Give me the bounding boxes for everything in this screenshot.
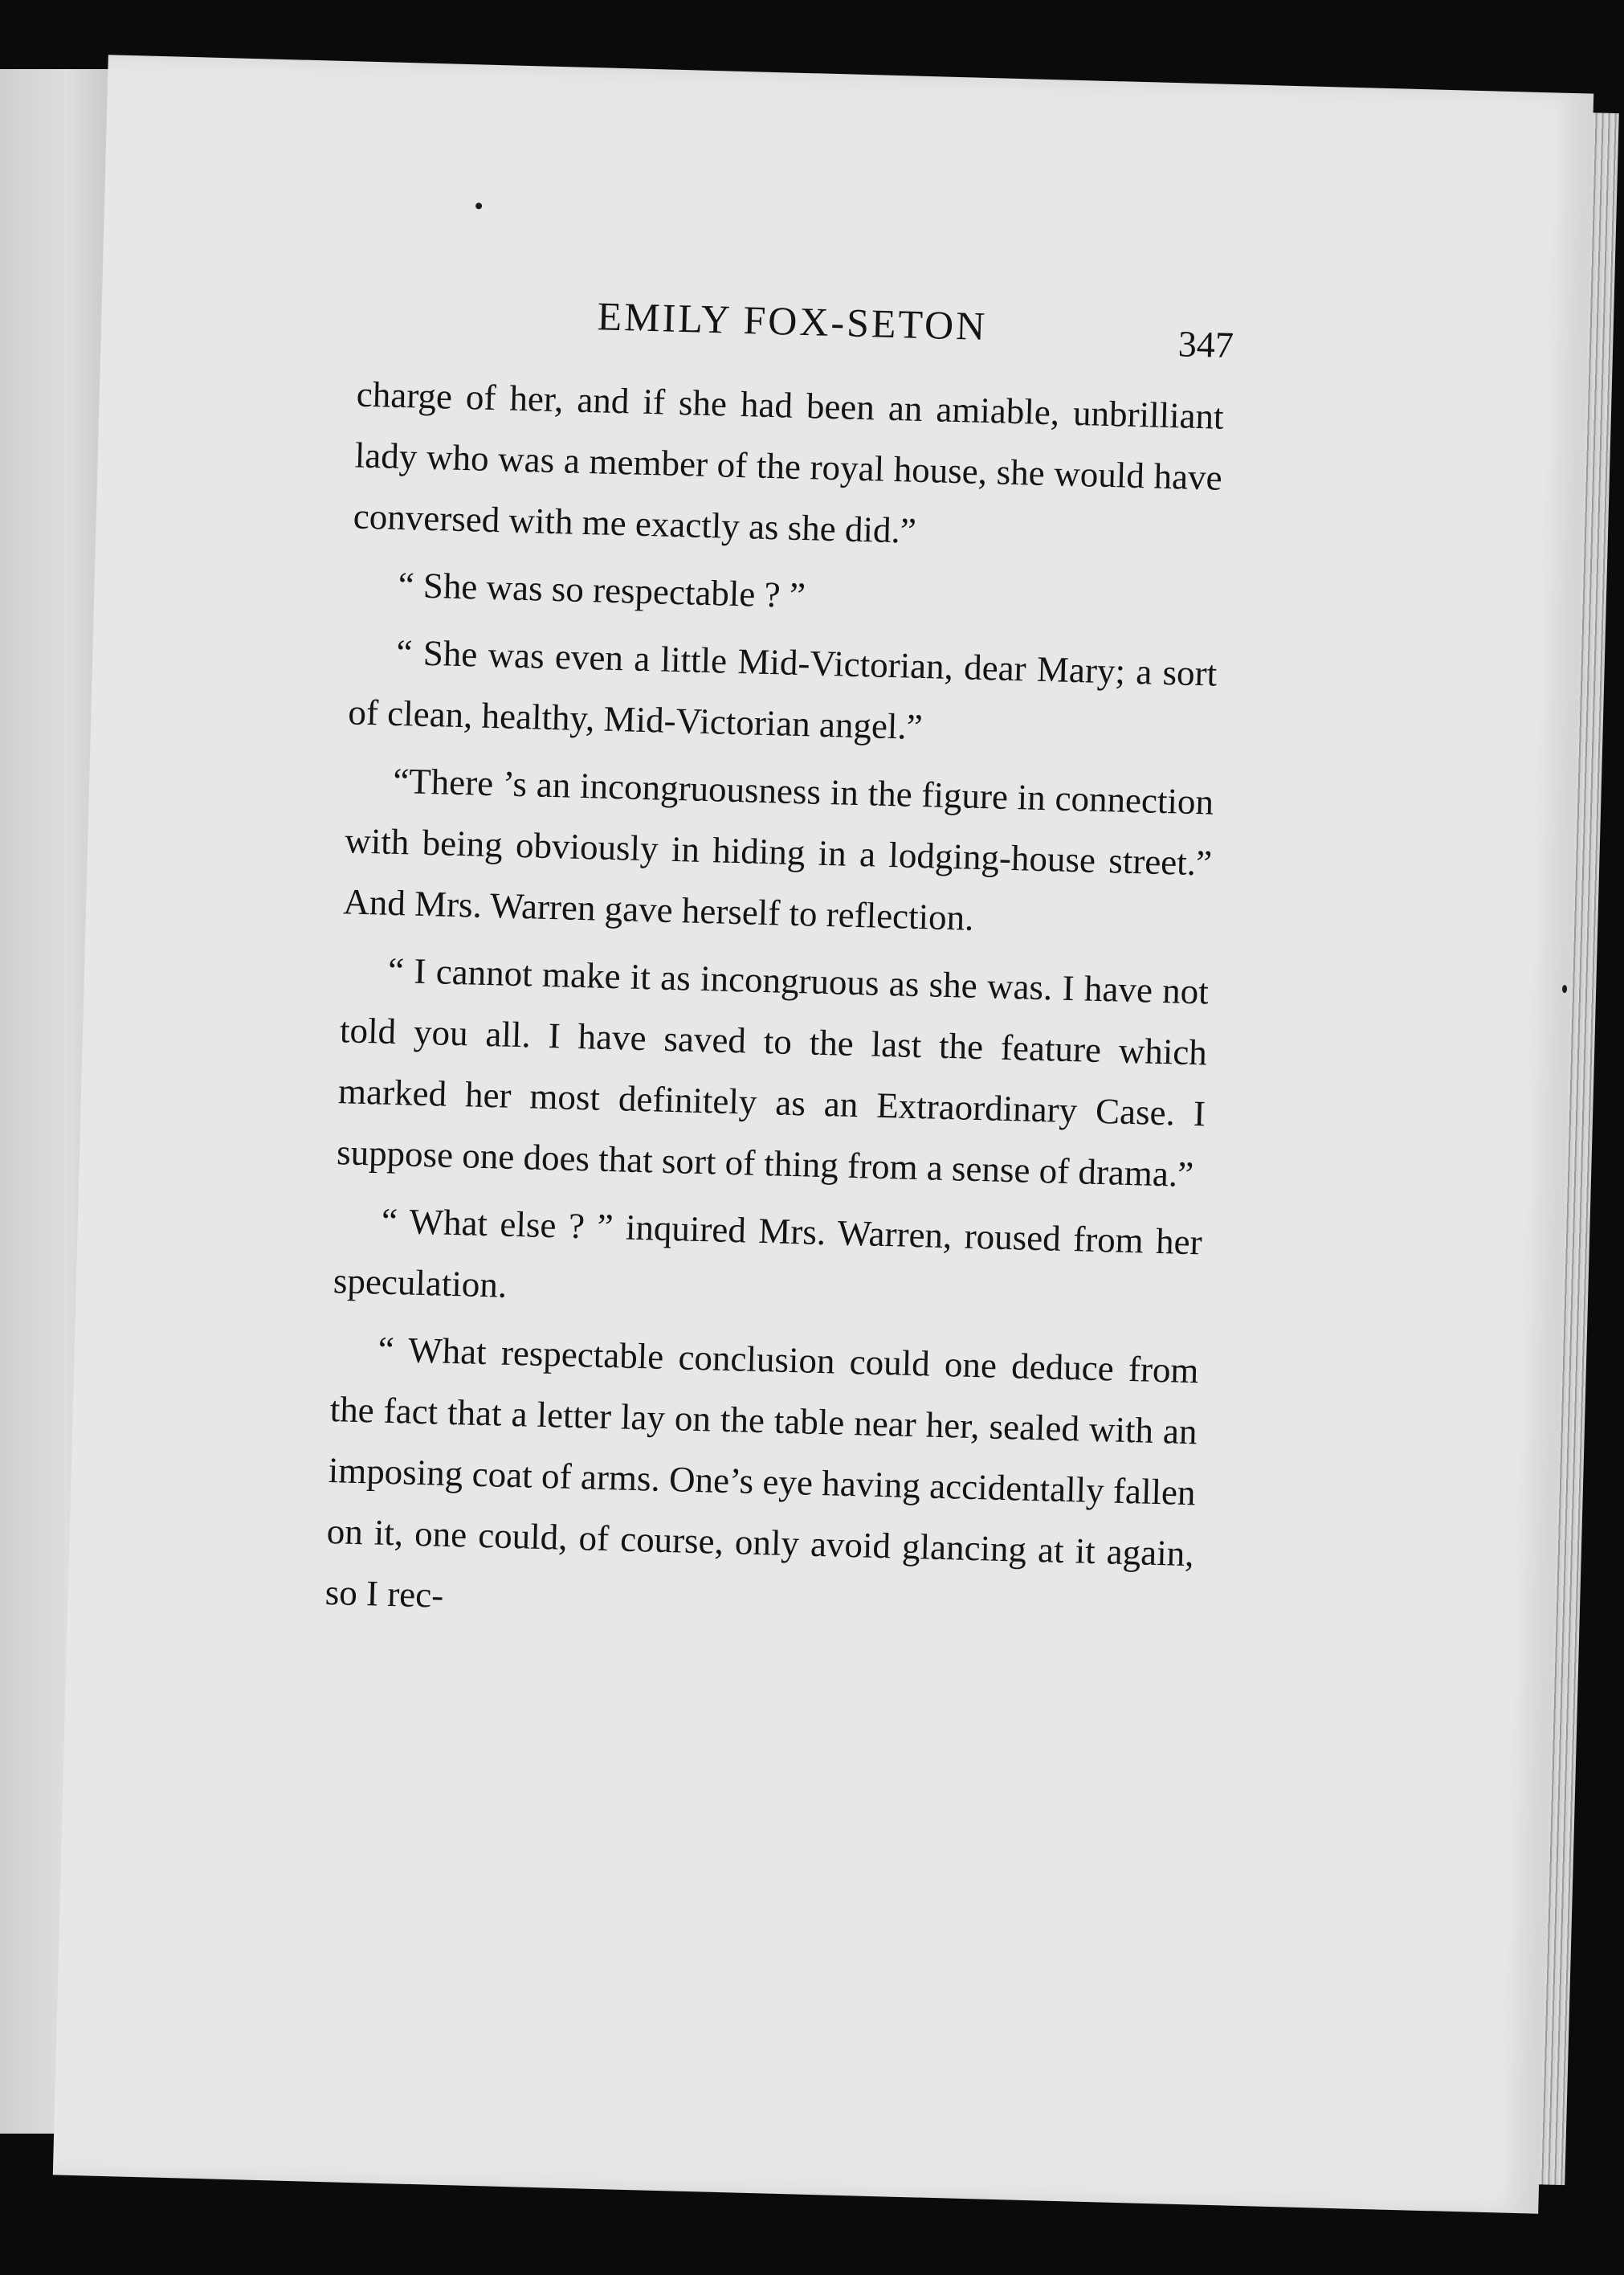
paragraph: “ She was even a little Mid-Victorian, dear Mary; a sort of clean, healthy, Mid-Victorian angel.” (347, 631, 1218, 748)
running-head-title: EMILY FOX-SETON (596, 293, 989, 349)
paragraph: “ What respectable conclusion could one deduce from the fact that a letter lay on the table near her, sealed with an imposing coat of arms. One’s eye having accidentally fallen on it, one could, of course, only avoid glancing at it again, so I rec- (324, 1329, 1200, 1615)
paper-specks (108, 55, 1593, 93)
paragraph: “ I cannot make it as incongruous as she was. I have not told you all. I have saved to the last the feature which marked her most definitely as an Extraordinary Case. I suppose one does that sort of thing from a sense of drama.” (336, 950, 1210, 1195)
page-number: 347 (1177, 323, 1234, 366)
paragraph: “There ’s an incongruousness in the figure in connection with being obviously in hiding in a lodging-house street.” And Mrs. Warren gave herself to reflection. (342, 760, 1214, 938)
book-page (53, 55, 1593, 2214)
paragraph: “ What else ? ” inquired Mrs. Warren, roused from her speculation. (333, 1200, 1203, 1305)
paragraph: “ She was so respectable ? ” (398, 564, 806, 616)
paragraph: charge of her, and if she had been an amiable, unbrilliant lady who was a member of the royal house, she would have conversed with me exactly as she did.” (353, 374, 1225, 551)
page-content (324, 287, 1234, 1652)
